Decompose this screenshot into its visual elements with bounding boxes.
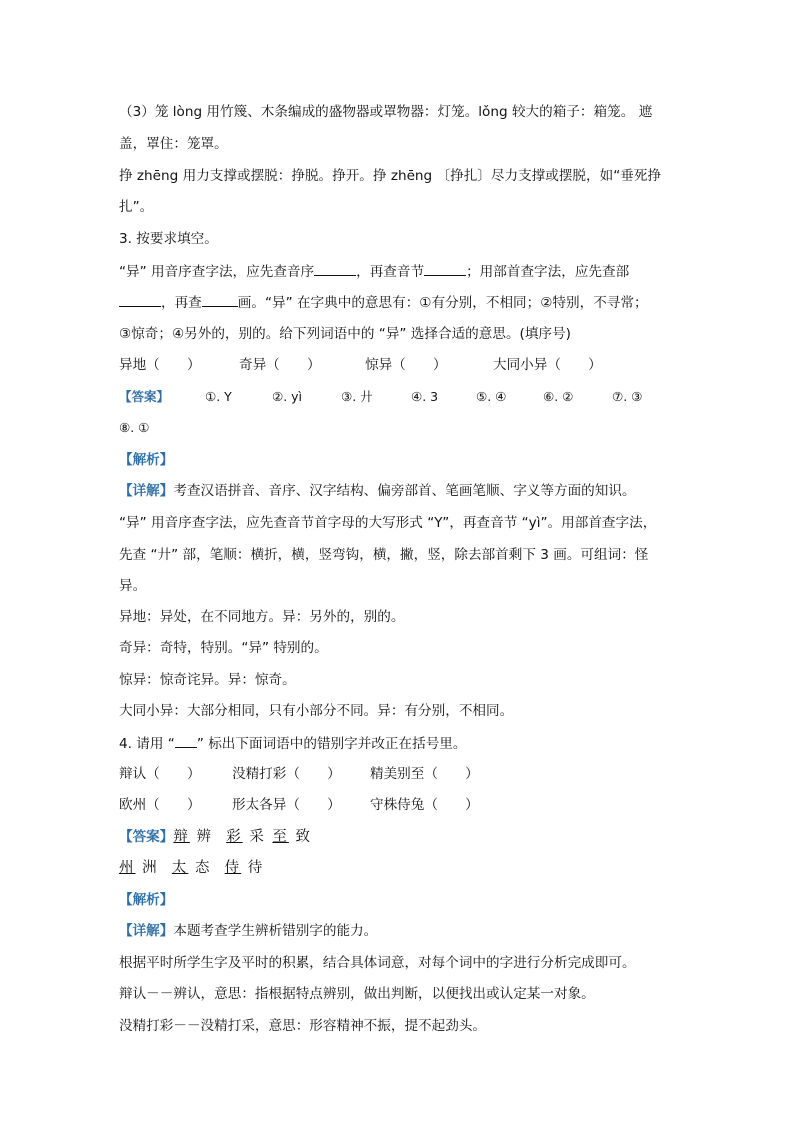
q4-word-row [119, 795, 679, 815]
explanation-line: 没精打彩－－没精打采，意思：形容精神不振，提不起劲头。 [119, 1018, 487, 1034]
q2-definition-line: （3）笼 lòng 用竹篾、木条编成的盛物器或罩物器：灯笼。lǒng 较大的箱子：箱笼。 遮 [119, 104, 653, 120]
blank [202, 292, 238, 307]
wrong-char: 辩 [173, 829, 190, 845]
explanation-line: 根据平时所学生字及平时的积累，结合具体词意，对每个词中的字进行分析完成即可。 [119, 955, 636, 971]
detail-tag: 【详解】 [119, 483, 174, 499]
wrong-char: 侍 [224, 860, 242, 876]
explanation-line: 异地：异处，在不同地方。异：另外的，别的。 [119, 609, 405, 625]
answer-item: ⑤. ④ [476, 389, 507, 404]
word-item: 惊异（ ） [365, 357, 447, 373]
answer-tag: 【答案】 [119, 829, 174, 845]
word-item: 形太各异（ ） [232, 797, 341, 813]
wrong-char: 彩 [226, 829, 243, 845]
detail-line: 【详解】本题考查学生辨析错别字的能力。 [119, 923, 378, 939]
correct-char: 采 [249, 829, 266, 845]
q4-answer-line [119, 858, 679, 878]
blank [424, 261, 466, 276]
correct-char: 态 [194, 860, 212, 876]
answer-item: ⑦. ③ [612, 389, 643, 404]
word-item: 欧州（ ） [119, 797, 201, 813]
word-item: 辩认（ ） [119, 766, 201, 782]
correct-char: 待 [247, 860, 265, 876]
answer-item: ⑧. ① [119, 420, 150, 435]
blank [119, 292, 161, 307]
answer-item: ①. Y [205, 389, 232, 404]
q3-answer-row [119, 387, 679, 407]
answer-item: ④. 3 [411, 389, 439, 404]
q4-word-row [119, 764, 679, 784]
word-item: 异地（ ） [119, 357, 201, 373]
wrong-char: 太 [171, 860, 189, 876]
answer-tag: 【答案】 [119, 389, 170, 404]
underline-mark [175, 733, 197, 748]
explanation-line: 大同小异：大部分相同，只有小部分不同。异：有分别，不相同。 [119, 703, 514, 719]
detail-line: 【详解】考查汉语拼音、音序、汉字结构、偏旁部首、笔画笔顺、字义等方面的知识。 [119, 483, 636, 499]
q3-word-row [119, 355, 679, 375]
explanation-line: 惊异：惊奇诧异。异：惊奇。 [119, 672, 296, 688]
q3-prompt-line: “异” 用音序查字法，应先查音序 ，再查音节 ；用部首查字法，应先查部 [119, 261, 679, 282]
q4-title: 4. 请用 “ ” 标出下面词语中的错别字并改正在括号里。 [119, 733, 679, 754]
explanation-line: 异。 [119, 578, 147, 594]
q3-title: 3. 按要求填空。 [119, 231, 218, 247]
word-item: 奇异（ ） [239, 357, 321, 373]
word-item: 大同小异（ ） [493, 357, 602, 373]
answer-item: ②. yì [272, 389, 303, 404]
correct-char: 洲 [142, 860, 159, 876]
word-item: 精美别至（ ） [370, 766, 479, 782]
explanation-line: 辩认－－辨认，意思：指根据特点辨别，做出判断，以便找出或认定某一对象。 [119, 986, 595, 1002]
q2-definition-line: 扎”。 [119, 199, 154, 215]
answer-item: ③. 廾 [341, 389, 373, 404]
q3-prompt-line: ③惊奇；④另外的，别的。给下列词语中的 “异” 选择合适的意思。(填序号) [119, 326, 571, 342]
analysis-tag: 【解析】 [119, 452, 174, 468]
q2-definition-line: 盖，罩住：笼罩。 [119, 136, 228, 152]
q3-prompt-line: ，再查 画。“异” 在字典中的意思有：①有分别，不相同；②特别，不寻常； [119, 292, 679, 313]
q4-answer-line [119, 827, 679, 847]
correct-char: 辨 [196, 829, 213, 845]
word-item: 没精打彩（ ） [232, 766, 341, 782]
detail-tag: 【详解】 [119, 923, 174, 939]
correct-char: 致 [295, 829, 313, 845]
blank [314, 261, 356, 276]
wrong-char: 州 [119, 860, 136, 876]
q2-definition-line: 挣 zhēng 用力支撑或摆脱：挣脱。挣开。挣 zhēng 〔挣扎〕尽力支撑或摆脱，如“垂死挣 [119, 168, 662, 184]
explanation-line: 奇异：奇特，特别。“异” 特别的。 [119, 640, 328, 656]
explanation-line: 先查 “廾” 部，笔顺：横折，横，竖弯钩，横，撇，竖，除去部首剩下 3 画。可组词：怪 [119, 547, 649, 563]
answer-item: ⑥. ② [543, 389, 574, 404]
word-item: 守株侍兔（ ） [370, 797, 479, 813]
wrong-char: 至 [272, 829, 289, 845]
explanation-line: “异” 用音序查字法，应先查音节首字母的大写形式 “Y”，再查音节 “yì”。用部首查字法， [119, 515, 657, 531]
analysis-tag: 【解析】 [119, 892, 174, 908]
